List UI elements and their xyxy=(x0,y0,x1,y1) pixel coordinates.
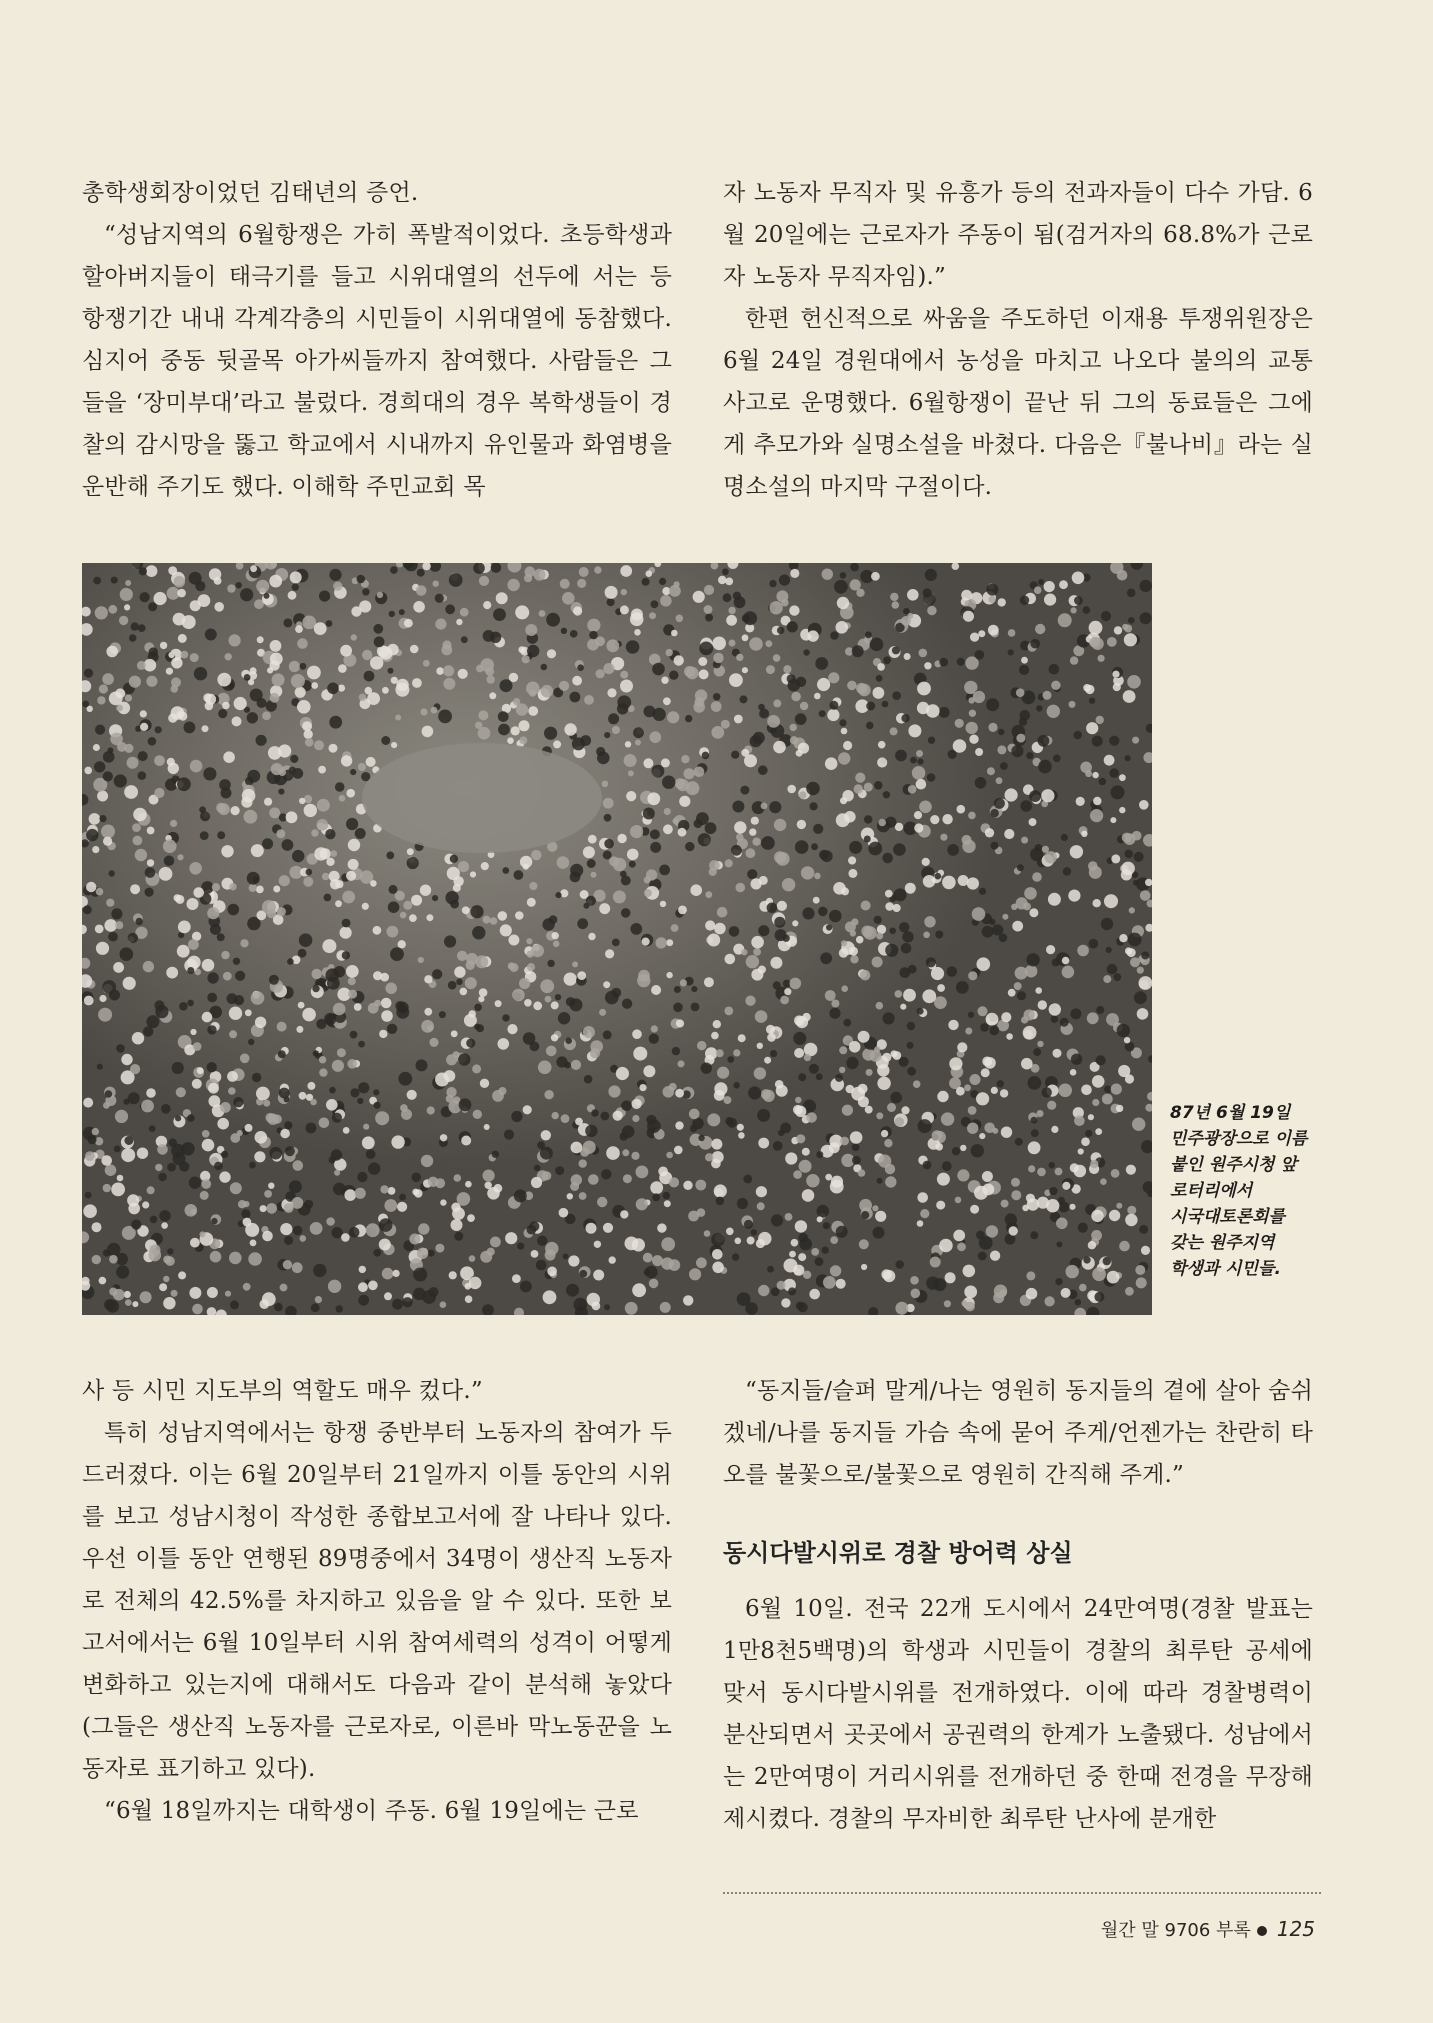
caption-line: 로터리에서 xyxy=(1170,1181,1253,1201)
paragraph: 총학생회장이었던 김태년의 증언. xyxy=(82,180,419,206)
crowd-photo-image xyxy=(82,563,1152,1315)
top-right-column xyxy=(723,172,1313,508)
paragraph: 한편 헌신적으로 싸움을 주도하던 이재용 투쟁위원장은 6월 24일 경원대에서 농성을 마치고 나오다 불의의 교통사고로 운명했다. 6월항쟁이 끝난 뒤 그의 동료들은 그에게 추모가와 실명소설을 바쳤다. 다음은『불나비』라는 실명소설의 마지막 구절이다. xyxy=(723,306,1313,500)
publication-name: 월간 말 9706 부록 xyxy=(1100,1920,1251,1941)
caption-line: 민주광장으로 이름 xyxy=(1170,1129,1308,1149)
paragraph: 6월 10일. 전국 22개 도시에서 24만여명(경찰 발표는 1만8천5백명)의 학생과 시민들이 경찰의 최루탄 공세에 맞서 동시다발시위를 전개하였다. 이에 따라 경찰병력이 분산되면서 곳곳에서 공권력의 한계가 노출됐다. 성남에서는 2만여명이 거리시위를 전개하던 중 한때 전경을 무장해제시켰다. 경찰의 무자비한 최루탄 난사에 분개한 xyxy=(723,1596,1313,1832)
caption-line: 학생과 시민들. xyxy=(1170,1259,1281,1279)
caption-line: 시국대토론회를 xyxy=(1170,1207,1285,1227)
bottom-left-column xyxy=(82,1370,672,1832)
page-footer xyxy=(1101,1916,1315,1942)
page-number: 125 xyxy=(1276,1917,1315,1941)
poem-quote: “동지들/슬퍼 말게/나는 영원히 동지들의 곁에 살아 숨쉬겠네/나를 동지들 가슴 속에 묻어 주게/언젠가는 찬란히 타오를 불꽃으로/불꽃으로 영원히 간직해 주게.” xyxy=(723,1378,1313,1488)
crowd-photo xyxy=(82,563,1152,1315)
caption-line: 87년 6월 19일 xyxy=(1170,1103,1291,1123)
paragraph: “6월 18일까지는 대학생이 주동. 6월 19일에는 근로 xyxy=(104,1798,639,1824)
top-left-column xyxy=(82,172,672,508)
footer-divider xyxy=(723,1892,1321,1894)
section-subheading: 동시다발시위로 경찰 방어력 상실 xyxy=(723,1539,1073,1567)
caption-line: 갖는 원주지역 xyxy=(1170,1233,1275,1253)
paragraph: 특히 성남지역에서는 항쟁 중반부터 노동자의 참여가 두드러졌다. 이는 6월 20일부터 21일까지 이틀 동안의 시위를 보고 성남시청이 작성한 종합보고서에 잘 나타나 있다. 우선 이틀 동안 연행된 89명중에서 34명이 생산직 노동자로 전체의 42.5%를 차지하고 있음을 알 수 있다. 또한 보고서에서는 6월 10일부터 시위 참여세력의 성격이 어떻게 변화하고 있는지에 대해서도 다음과 같이 분석해 놓았다(그들은 생산직 노동자를 근로자로, 이른바 막노동꾼을 노동자로 표기하고 있다). xyxy=(82,1420,672,1782)
paragraph: 사 등 시민 지도부의 역할도 매우 컸다.” xyxy=(82,1378,483,1404)
bullet-icon xyxy=(1257,1926,1267,1936)
photo-caption xyxy=(1170,1100,1350,1282)
caption-line: 붙인 원주시청 앞 xyxy=(1170,1155,1297,1175)
paragraph: “성남지역의 6월항쟁은 가히 폭발적이었다. 초등학생과 할아버지들이 태극기를 들고 시위대열의 선두에 서는 등 항쟁기간 내내 각계각층의 시민들이 시위대열에 동참했다. 심지어 중동 뒷골목 아가씨들까지 참여했다. 사람들은 그들을 ‘장미부대’라고 불렀다. 경희대의 경우 복학생들이 경찰의 감시망을 뚫고 학교에서 시내까지 유인물과 화염병을 운반해 주기도 했다. 이해학 주민교회 목 xyxy=(82,222,672,500)
paragraph: 자 노동자 무직자 및 유흥가 등의 전과자들이 다수 가담. 6월 20일에는 근로자가 주동이 됨(검거자의 68.8%가 근로자 노동자 무직자임).” xyxy=(723,180,1313,290)
bottom-right-column xyxy=(723,1370,1313,1840)
